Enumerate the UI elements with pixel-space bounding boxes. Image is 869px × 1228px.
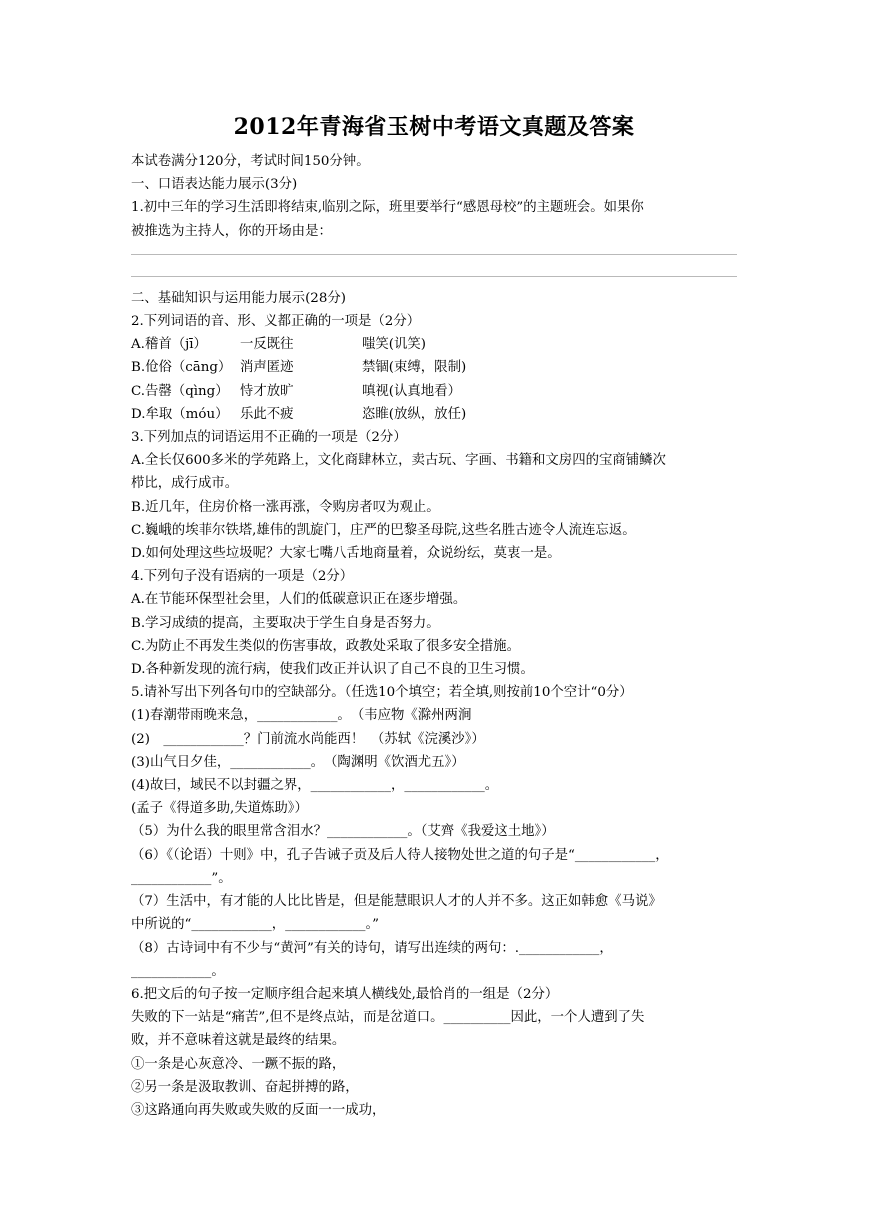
option-b-term: 禁锢(束缚，限制) (362, 360, 467, 376)
question-5-item-4-source: (孟子《得道多助,失道炼助》） (131, 801, 308, 817)
question-1-line-1: 1.初中三年的学习生活即将结束,临别之际，班里要举行“感恩母校”的主题班会。如果你 (131, 200, 644, 216)
answer-line-2 (131, 265, 737, 277)
question-5-item-6-line-1: （6）《（论语）十则》中，孔子告诫子贡及后人待人接物处世之道的句子是“____________， (131, 847, 669, 863)
question-2-option-a (131, 333, 737, 356)
section-1-heading: 一、口语表达能力展示(3分) (131, 177, 298, 193)
question-5-item-7-line-2: 中所说的“____________，____________。” (131, 917, 380, 933)
question-4-option-d: D.各种新发现的流行病，使我们改正并认识了自己不良的卫生习惯。 (131, 662, 534, 678)
option-b-idiom: 消声匿迹 (240, 360, 294, 376)
question-3-option-b: B.近几年，住房价格一涨再涨，令购房者叹为观止。 (131, 499, 440, 515)
question-6-sentence-1: ①一条是心灰意冷、一蹶不振的路， (131, 1056, 346, 1072)
question-5-item-4: (4)故曰，域民不以封疆之界，____________，____________。 (131, 778, 499, 794)
option-d-term: 恣睢(放纵，放任) (362, 406, 467, 422)
question-3-option-a-line-1: A.全长仅600多米的学苑路上，文化商肆林立，卖古玩、字画、书籍和文房四的宝商铺鳞次 (131, 453, 666, 469)
question-4-option-b: B.学习成绩的提高，主要取决于学生自身是否努力。 (131, 615, 440, 631)
question-2-option-d (131, 403, 737, 426)
question-3-option-d: D.如何处理这些垃圾呢？大家七嘴八舌地商量着，众说纷纭，莫衷一是。 (131, 546, 561, 562)
answer-line-1 (131, 243, 737, 255)
question-5-stem: 5.请补写出下列各句巾的空缺部分。（任选10个填空；若全填,则按前10个空计“0分） (131, 685, 633, 701)
exam-intro: 本试卷满分120分，考试时间150分钟。 (131, 154, 370, 169)
option-a-term: 嗤笑(讥笑) (362, 337, 427, 353)
question-2-option-c (131, 380, 737, 403)
option-a-word: A.稽首（jī） (131, 337, 207, 353)
question-5-item-5: （5）为什么我的眼里常含泪水？____________。（艾齊《我爱这土地》） (131, 824, 555, 840)
option-b-word: B.伧俗（cāng） (131, 360, 232, 376)
document-title: 2012年青海省玉树中考语文真题及答案 (233, 114, 635, 140)
question-6-sentence-3: ③这路通向再失败或失败的反面一一成功， (131, 1102, 386, 1118)
question-3-stem: 3.下列加点的词语运用不正确的一项是（2分） (131, 430, 407, 446)
question-6-passage-line-1: 失败的下一站是“痛苦”,但不是终点站，而是岔道口。__________因此，一个人遭到了失 (131, 1010, 645, 1026)
question-2-stem: 2.下列词语的音、形、义都正确的一项是（2分） (131, 314, 421, 330)
option-d-word: D.牟取（móu） (131, 406, 229, 422)
question-5-item-6-line-2: ____________”。 (131, 870, 232, 886)
question-6-stem: 6.把文后的句子按一定顺序组合起来填人横线处,最恰肖的一组是（2分） (131, 986, 559, 1002)
question-6-passage-line-2: 败，并不意味着这就是最终的结果。 (131, 1033, 346, 1049)
question-3-option-a-line-2: 栉比，成行成市。 (131, 476, 239, 492)
question-5-item-1: (1)春潮带雨晚来急，____________。 （韦应物《滁州两涧 (131, 708, 472, 724)
option-c-idiom: 恃才放旷 (240, 383, 294, 399)
document-page (131, 112, 737, 1122)
section-2-heading: 二、基础知识与运用能力展示(28分) (131, 290, 346, 306)
option-a-idiom: 一反既往 (240, 337, 294, 353)
question-1-line-2: 被推选为主持人，你的开场由是： (131, 223, 332, 239)
question-5-item-8-line-2: ____________。 (131, 963, 225, 979)
question-6-sentence-2: ②另一条是汲取教训、奋起拼搏的路， (131, 1079, 359, 1095)
question-4-stem: 4.下列句子没有语病的一项是（2分） (131, 569, 354, 585)
question-4-option-c: C.为防止不再发生类似的伤害事故，政教处采取了很多安全措施。 (131, 638, 520, 654)
option-c-word: C.告罄（qìng） (131, 383, 229, 399)
question-4-option-a: A.在节能环保型社会里，人们的低碳意识正在逐步增强。 (131, 592, 467, 608)
question-3-option-c: C.巍峨的埃菲尔铁塔,雄伟的凯旋门，庄严的巴黎圣母院,这些名胜古迹令人流连忘返。 (131, 522, 636, 538)
option-d-idiom: 乐此不疲 (240, 406, 294, 422)
question-5-item-8-line-1: （8）古诗词中有不少与“黄河”有关的诗句，请写出连续的两句：.____________， (131, 940, 613, 956)
question-5-item-3: (3)山气日夕佳，____________。 （陶渊明《饮酒尤五》） (131, 754, 465, 770)
question-5-item-7-line-1: （7）生活中，有才能的人比比皆是，但是能慧眼识人才的人并不多。这正如韩愈《马说》 (131, 894, 662, 910)
option-c-term: 嗔视(认真地看） (362, 383, 461, 399)
question-2-option-b (131, 356, 737, 379)
question-5-item-2: (2) ____________？门前流水尚能西！ （苏轼《浣溪沙》） (131, 731, 485, 747)
